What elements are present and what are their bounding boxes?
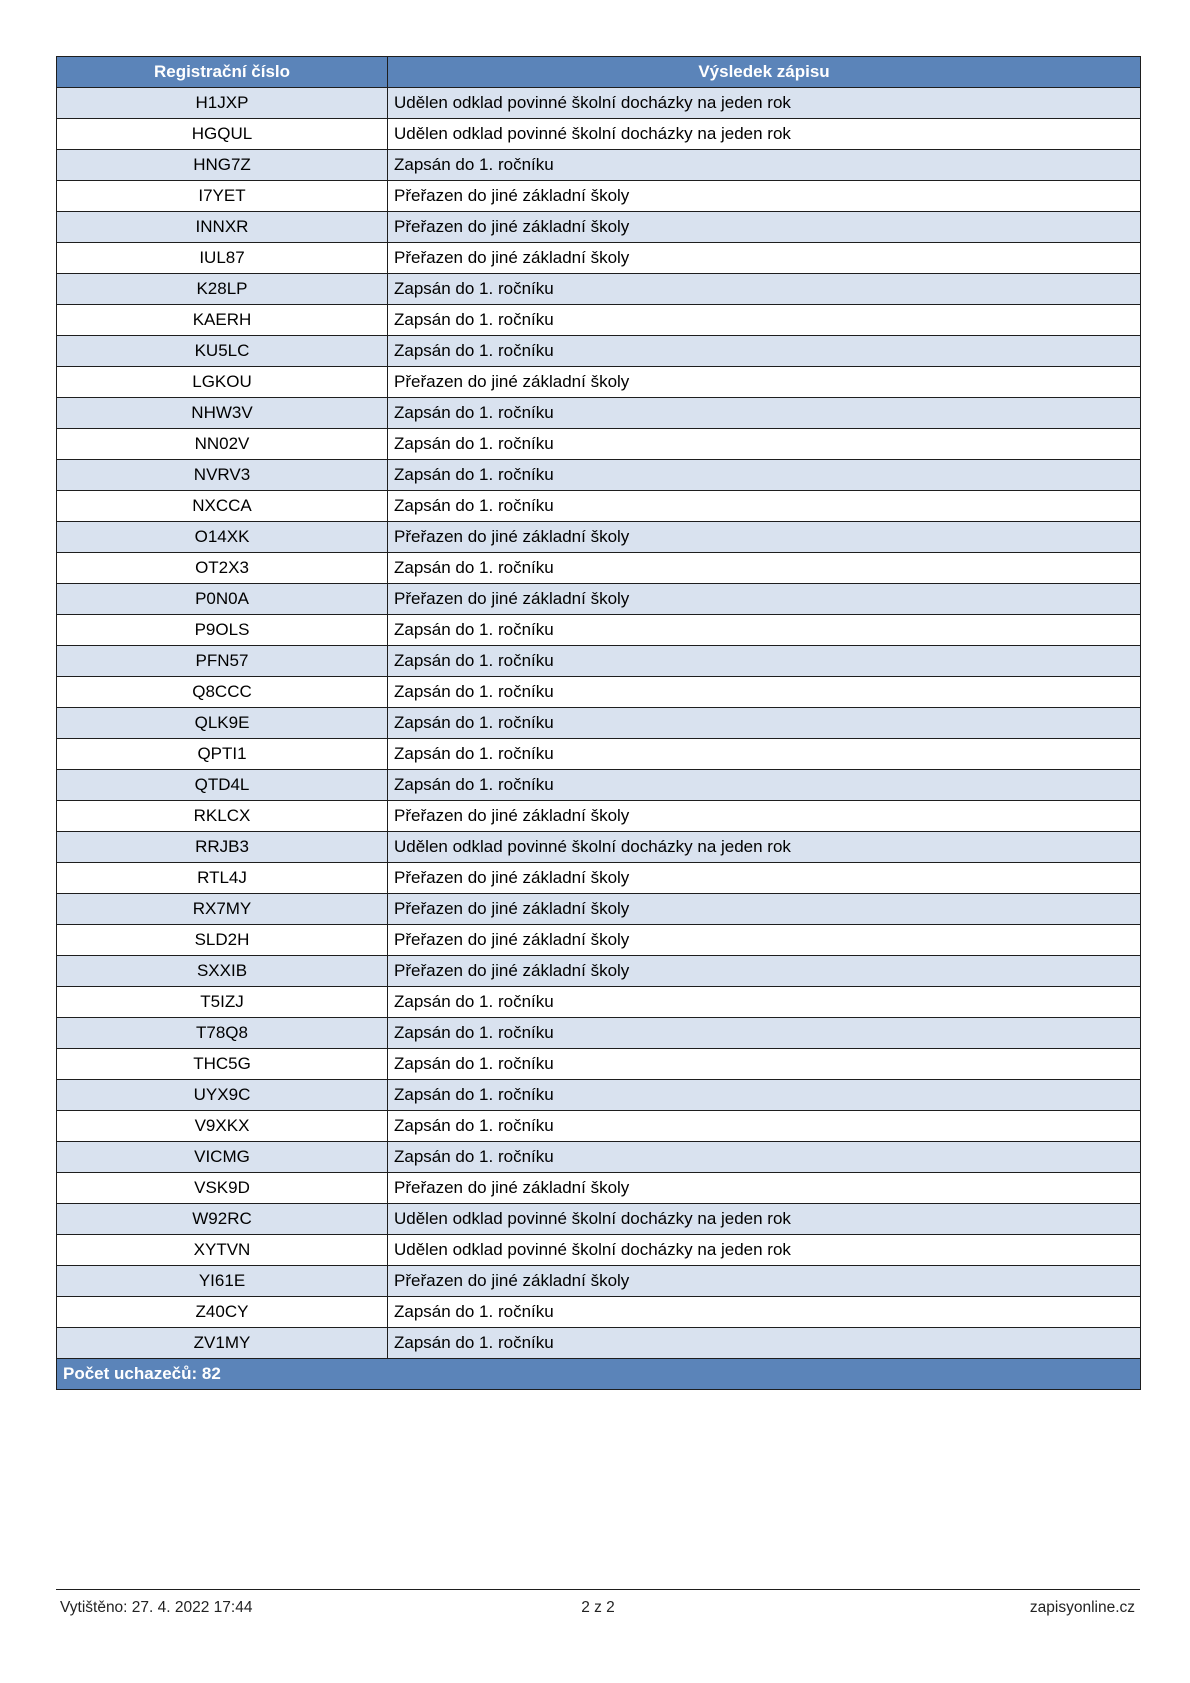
registration-number-cell: T5IZJ xyxy=(57,987,388,1018)
enrollment-result-cell: Zapsán do 1. ročníku xyxy=(388,1049,1141,1080)
table-row xyxy=(57,770,1141,801)
enrollment-result-cell: Zapsán do 1. ročníku xyxy=(388,646,1141,677)
registration-number-cell: IUL87 xyxy=(57,243,388,274)
table-row xyxy=(57,1235,1141,1266)
registration-number-cell: V9XKX xyxy=(57,1111,388,1142)
registration-number-cell: INNXR xyxy=(57,212,388,243)
registration-number-cell: ZV1MY xyxy=(57,1328,388,1359)
enrollment-result-cell: Udělen odklad povinné školní docházky na jeden rok xyxy=(388,1204,1141,1235)
enrollment-result-cell: Zapsán do 1. ročníku xyxy=(388,708,1141,739)
enrollment-result-cell: Zapsán do 1. ročníku xyxy=(388,1111,1141,1142)
enrollment-result-cell: Zapsán do 1. ročníku xyxy=(388,150,1141,181)
enrollment-result-cell: Zapsán do 1. ročníku xyxy=(388,770,1141,801)
table-row xyxy=(57,181,1141,212)
table-row xyxy=(57,1018,1141,1049)
registration-number-cell: W92RC xyxy=(57,1204,388,1235)
table-row xyxy=(57,150,1141,181)
table-row xyxy=(57,1204,1141,1235)
table-row xyxy=(57,274,1141,305)
registration-number-cell: LGKOU xyxy=(57,367,388,398)
registration-number-cell: H1JXP xyxy=(57,88,388,119)
enrollment-result-cell: Přeřazen do jiné základní školy xyxy=(388,956,1141,987)
registration-number-cell: T78Q8 xyxy=(57,1018,388,1049)
enrollment-result-cell: Přeřazen do jiné základní školy xyxy=(388,243,1141,274)
header-enrollment-result: Výsledek zápisu xyxy=(388,57,1141,88)
enrollment-result-cell: Udělen odklad povinné školní docházky na jeden rok xyxy=(388,119,1141,150)
enrollment-result-cell: Zapsán do 1. ročníku xyxy=(388,1018,1141,1049)
enrollment-result-cell: Přeřazen do jiné základní školy xyxy=(388,1266,1141,1297)
table-row xyxy=(57,1049,1141,1080)
table-row xyxy=(57,460,1141,491)
table-row xyxy=(57,119,1141,150)
table-body xyxy=(57,88,1141,1359)
applicant-count: Počet uchazečů: 82 xyxy=(57,1359,1141,1390)
registration-number-cell: HGQUL xyxy=(57,119,388,150)
registration-number-cell: RX7MY xyxy=(57,894,388,925)
enrollment-result-cell: Zapsán do 1. ročníku xyxy=(388,491,1141,522)
enrollment-result-cell: Přeřazen do jiné základní školy xyxy=(388,584,1141,615)
table-row xyxy=(57,522,1141,553)
table-row xyxy=(57,863,1141,894)
table-row xyxy=(57,1080,1141,1111)
registration-number-cell: QTD4L xyxy=(57,770,388,801)
registration-number-cell: RRJB3 xyxy=(57,832,388,863)
registration-number-cell: I7YET xyxy=(57,181,388,212)
registration-number-cell: NHW3V xyxy=(57,398,388,429)
registration-number-cell: THC5G xyxy=(57,1049,388,1080)
page-footer xyxy=(60,1599,1140,1621)
registration-number-cell: NXCCA xyxy=(57,491,388,522)
enrollment-result-cell: Zapsán do 1. ročníku xyxy=(388,460,1141,491)
table-row xyxy=(57,646,1141,677)
enrollment-result-cell: Zapsán do 1. ročníku xyxy=(388,305,1141,336)
table-row xyxy=(57,1111,1141,1142)
footer-divider xyxy=(56,1589,1140,1590)
enrollment-result-cell: Zapsán do 1. ročníku xyxy=(388,553,1141,584)
table-row xyxy=(57,336,1141,367)
enrollment-result-cell: Přeřazen do jiné základní školy xyxy=(388,863,1141,894)
registration-number-cell: RTL4J xyxy=(57,863,388,894)
enrollment-result-cell: Zapsán do 1. ročníku xyxy=(388,429,1141,460)
enrollment-result-cell: Zapsán do 1. ročníku xyxy=(388,677,1141,708)
registration-number-cell: O14XK xyxy=(57,522,388,553)
enrollment-result-cell: Zapsán do 1. ročníku xyxy=(388,398,1141,429)
enrollment-result-cell: Přeřazen do jiné základní školy xyxy=(388,894,1141,925)
enrollment-result-cell: Zapsán do 1. ročníku xyxy=(388,987,1141,1018)
registration-number-cell: SLD2H xyxy=(57,925,388,956)
registration-number-cell: VICMG xyxy=(57,1142,388,1173)
site-name: zapisyonline.cz xyxy=(1029,1599,1135,1616)
table-row xyxy=(57,677,1141,708)
registration-number-cell: Q8CCC xyxy=(57,677,388,708)
table-row xyxy=(57,1173,1141,1204)
registration-number-cell: NVRV3 xyxy=(57,460,388,491)
table-row xyxy=(57,212,1141,243)
enrollment-result-cell: Zapsán do 1. ročníku xyxy=(388,615,1141,646)
registration-number-cell: XYTVN xyxy=(57,1235,388,1266)
registration-number-cell: Z40CY xyxy=(57,1297,388,1328)
table-row xyxy=(57,88,1141,119)
table-row xyxy=(57,243,1141,274)
enrollment-result-cell: Přeřazen do jiné základní školy xyxy=(388,212,1141,243)
table-row xyxy=(57,491,1141,522)
summary-row xyxy=(57,1359,1141,1390)
table-row xyxy=(57,987,1141,1018)
registration-number-cell: UYX9C xyxy=(57,1080,388,1111)
registration-number-cell: P0N0A xyxy=(57,584,388,615)
enrollment-result-cell: Zapsán do 1. ročníku xyxy=(388,1297,1141,1328)
table-row xyxy=(57,615,1141,646)
registration-number-cell: KU5LC xyxy=(57,336,388,367)
table-row xyxy=(57,398,1141,429)
table-row xyxy=(57,1142,1141,1173)
registration-number-cell: KAERH xyxy=(57,305,388,336)
enrollment-result-cell: Přeřazen do jiné základní školy xyxy=(388,801,1141,832)
enrollment-result-cell: Zapsán do 1. ročníku xyxy=(388,274,1141,305)
registration-number-cell: SXXIB xyxy=(57,956,388,987)
enrollment-result-cell: Udělen odklad povinné školní docházky na jeden rok xyxy=(388,832,1141,863)
results-table xyxy=(56,56,1141,1390)
enrollment-result-cell: Zapsán do 1. ročníku xyxy=(388,1328,1141,1359)
registration-number-cell: YI61E xyxy=(57,1266,388,1297)
enrollment-result-cell: Přeřazen do jiné základní školy xyxy=(388,367,1141,398)
enrollment-result-cell: Přeřazen do jiné základní školy xyxy=(388,181,1141,212)
registration-number-cell: QPTI1 xyxy=(57,739,388,770)
registration-number-cell: RKLCX xyxy=(57,801,388,832)
enrollment-result-cell: Udělen odklad povinné školní docházky na jeden rok xyxy=(388,1235,1141,1266)
enrollment-result-cell: Přeřazen do jiné základní školy xyxy=(388,925,1141,956)
table-row xyxy=(57,367,1141,398)
enrollment-result-cell: Zapsán do 1. ročníku xyxy=(388,1142,1141,1173)
registration-number-cell: HNG7Z xyxy=(57,150,388,181)
table-row xyxy=(57,429,1141,460)
table-header-row xyxy=(57,57,1141,88)
enrollment-result-cell: Udělen odklad povinné školní docházky na jeden rok xyxy=(388,88,1141,119)
table-row xyxy=(57,832,1141,863)
enrollment-result-cell: Přeřazen do jiné základní školy xyxy=(388,1173,1141,1204)
registration-number-cell: VSK9D xyxy=(57,1173,388,1204)
table-row xyxy=(57,708,1141,739)
table-row xyxy=(57,553,1141,584)
registration-number-cell: K28LP xyxy=(57,274,388,305)
enrollment-result-cell: Zapsán do 1. ročníku xyxy=(388,1080,1141,1111)
table-row xyxy=(57,956,1141,987)
header-registration-number: Registrační číslo xyxy=(57,57,388,88)
table-row xyxy=(57,925,1141,956)
table-row xyxy=(57,801,1141,832)
registration-number-cell: P9OLS xyxy=(57,615,388,646)
table-row xyxy=(57,1328,1141,1359)
table-row xyxy=(57,894,1141,925)
enrollment-result-cell: Zapsán do 1. ročníku xyxy=(388,739,1141,770)
table-row xyxy=(57,1297,1141,1328)
printed-timestamp: Vytištěno: 27. 4. 2022 17:44 xyxy=(60,1599,253,1616)
enrollment-result-cell: Zapsán do 1. ročníku xyxy=(388,336,1141,367)
table-row xyxy=(57,739,1141,770)
registration-number-cell: OT2X3 xyxy=(57,553,388,584)
registration-number-cell: PFN57 xyxy=(57,646,388,677)
table-row xyxy=(57,584,1141,615)
registration-number-cell: NN02V xyxy=(57,429,388,460)
registration-number-cell: QLK9E xyxy=(57,708,388,739)
page-number: 2 z 2 xyxy=(581,1599,615,1616)
table-row xyxy=(57,305,1141,336)
table-row xyxy=(57,1266,1141,1297)
enrollment-result-cell: Přeřazen do jiné základní školy xyxy=(388,522,1141,553)
